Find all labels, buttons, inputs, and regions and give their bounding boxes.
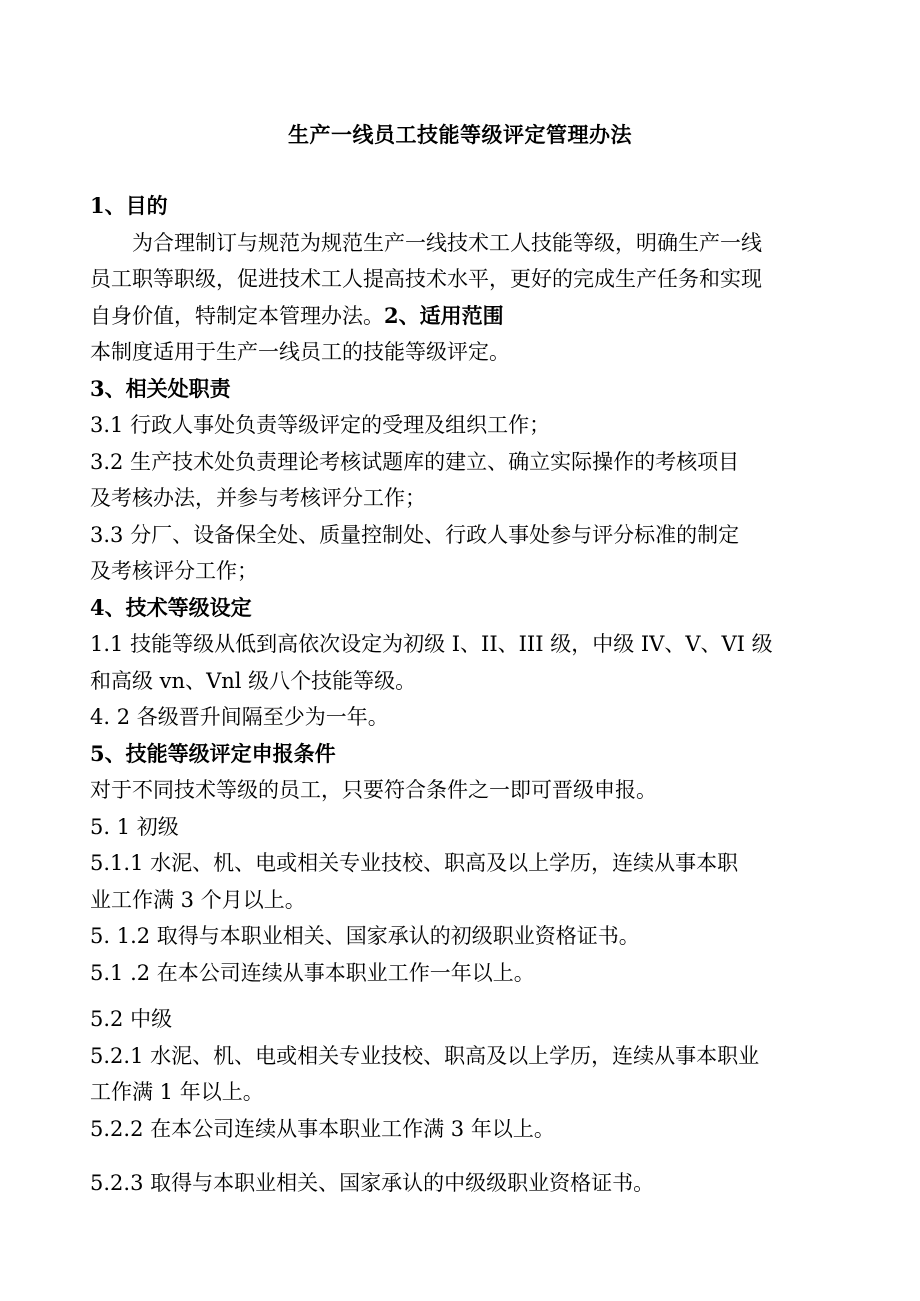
heading-scope: 2、适用范围 xyxy=(384,302,504,328)
section-5-1-2 xyxy=(90,955,835,992)
list-item: 5. 1.2 取得与本职业相关、国家承认的初级职业资格证书。 xyxy=(90,924,640,948)
subheading-intermediate: 5.2 中级 xyxy=(90,1007,173,1031)
heading-grade-setting: 4、技术等级设定 xyxy=(90,594,252,620)
subheading-junior: 5. 1 初级 xyxy=(90,814,179,839)
section-5-2-3 xyxy=(90,1165,835,1202)
list-item: 4. 2 各级晋升间隔至少为一年。 xyxy=(90,705,389,729)
list-item-continuation: 业工作满 3 个月以上。 xyxy=(90,887,306,912)
list-item: 5.1 .2 在本公司连续从事本职业工作一年以上。 xyxy=(90,961,535,985)
list-item-continuation: 工作满 1 年以上。 xyxy=(90,1080,264,1104)
section-5-2 xyxy=(90,1001,835,1147)
section-1 xyxy=(90,188,835,955)
list-item-continuation: 和高级 vn、Vnl 级八个技能等级。 xyxy=(90,668,417,693)
paragraph-line: 员工职等职级，促进技术工人提高技术水平，更好的完成生产任务和实现 xyxy=(90,267,762,291)
list-item: 3.2 生产技术处负责理论考核试题库的建立、确立实际操作的考核项目 xyxy=(90,449,740,474)
paragraph-line xyxy=(90,298,835,335)
document-title: 生产一线员工技能等级评定管理办法 xyxy=(288,122,632,147)
list-item: 1.1 技能等级从低到高依次设定为初级 I、II、III 级，中级 IV、V、VI 级 xyxy=(90,632,773,656)
paragraph-text: 自身价值，特制定本管理办法。 xyxy=(90,303,384,328)
paragraph-line: 本制度适用于生产一线员工的技能等级评定。 xyxy=(90,340,510,364)
heading-responsibilities: 3、相关处职责 xyxy=(90,375,231,401)
list-item: 5.2.1 水泥、机、电或相关专业技校、职高及以上学历，连续从事本职业 xyxy=(90,1043,760,1068)
list-item-continuation: 及考核办法，并参与考核评分工作； xyxy=(90,486,426,510)
heading-purpose: 1、目的 xyxy=(90,193,168,218)
list-item: 3.1 行政人事处负责等级评定的受理及组织工作； xyxy=(90,413,551,437)
paragraph-line: 为合理制订与规范为规范生产一线技术工人技能等级，明确生产一线 xyxy=(132,230,762,255)
paragraph-line: 对于不同技术等级的员工，只要符合条件之一即可晋级申报。 xyxy=(90,778,657,802)
heading-application-conditions: 5、技能等级评定申报条件 xyxy=(90,740,336,766)
list-item-continuation: 及考核评分工作； xyxy=(90,559,258,583)
list-item: 3.3 分厂、设备保全处、质量控制处、行政人事处参与评分标准的制定 xyxy=(90,522,740,547)
list-item: 5.2.2 在本公司连续从事本职业工作满 3 年以上。 xyxy=(90,1116,555,1141)
list-item: 5.2.3 取得与本职业相关、国家承认的中级级职业资格证书。 xyxy=(90,1171,655,1195)
list-item: 5.1.1 水泥、机、电或相关专业技校、职高及以上学历，连续从事本职 xyxy=(90,851,739,875)
